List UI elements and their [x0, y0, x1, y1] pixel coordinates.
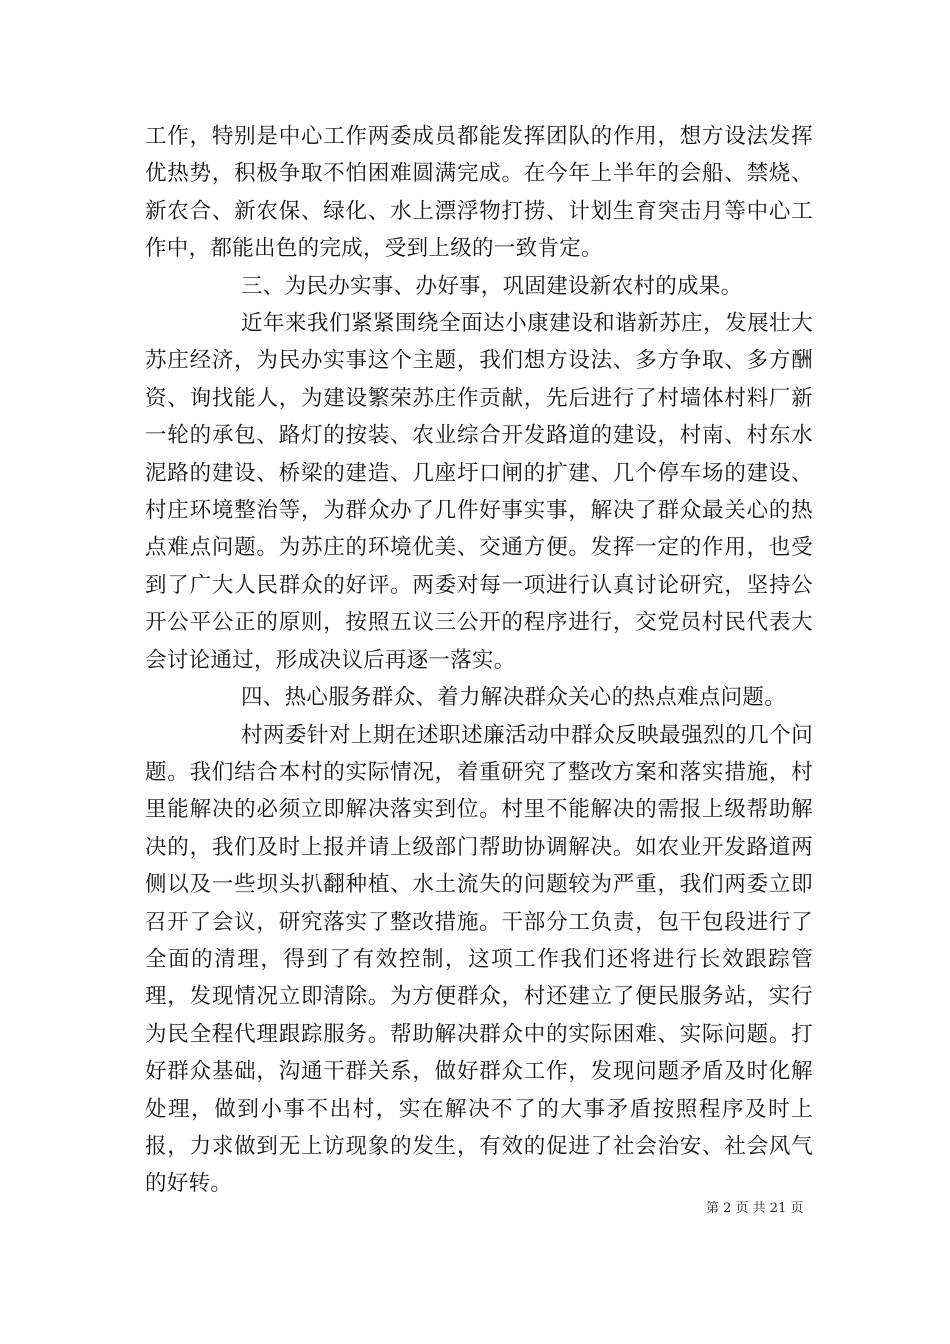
section-heading-four: 四、热心服务群众、着力解决群众关心的热点难点问题。 [241, 685, 787, 711]
page-number-footer: 第 2 页 共 21 页 [706, 1201, 804, 1216]
paragraph-work-summary: 工作，特别是中心工作两委成员都能发挥团队的作用，想方设法发挥优热势，积极争取不怕困难圆满完成。在今年上半年的会船、禁烧、新农合、新农保、绿化、水上漂浮物打捞、计划生育突击月等中心工作中，都能出色的完成，受到上级的一致肯定。 [145, 124, 813, 262]
section-heading-three: 三、为民办实事、办好事，巩固建设新农村的成果。 [241, 273, 743, 299]
paragraph-practical-projects: 近年来我们紧紧围绕全面达小康建设和谐新苏庄，发展壮大苏庄经济，为民办实事这个主题，我们想方设法、多方争取、多方酬资、询找能人，为建设繁荣苏庄作贡献，先后进行了村墙体村料厂新一轮的承包、路灯的按装、农业综合开发路道的建设，村南、村东水泥路的建设、桥梁的建造、几座圩口闸的扩建、几个停车场的建设、村庄环境整治等，为群众办了几件好事实事，解决了群众最关心的热点难点问题。为苏庄的环境优美、交通方便。发挥一定的作用，也受到了广大人民群众的好评。两委对每一项进行认真讨论研究，坚持公开公平公正的原则，按照五议三公开的程序进行，交党员村民代表大会讨论通过，形成决议后再逐一落实。 [145, 311, 813, 673]
document-body [145, 118, 813, 1203]
paragraph-serve-masses: 村两委针对上期在述职述廉活动中群众反映最强烈的几个问题。我们结合本村的实际情况，着重研究了整改方案和落实措施，村里能解决的必须立即解决落实到位。村里不能解决的需报上级帮助解决的，我们及时上报并请上级部门帮助协调解决。如农业开发路道两侧以及一些坝头扒翻种植、水土流失的问题较为严重，我们两委立即召开了会议，研究落实了整改措施。干部分工负责，包干包段进行了全面的清理，得到了有效控制，这项工作我们还将进行长效跟踪管理，发现情况立即清除。为方便群众，村还建立了便民服务站，实行为民全程代理跟踪服务。帮助解决群众中的实际困难、实际问题。打好群众基础，沟通干群关系，做好群众工作，发现问题矛盾及时化解处理，做到小事不出村，实在解决不了的大事矛盾按照程序及时上报，力求做到无上访现象的发生，有效的促进了社会治安、社会风气的好转。 [145, 722, 813, 1197]
